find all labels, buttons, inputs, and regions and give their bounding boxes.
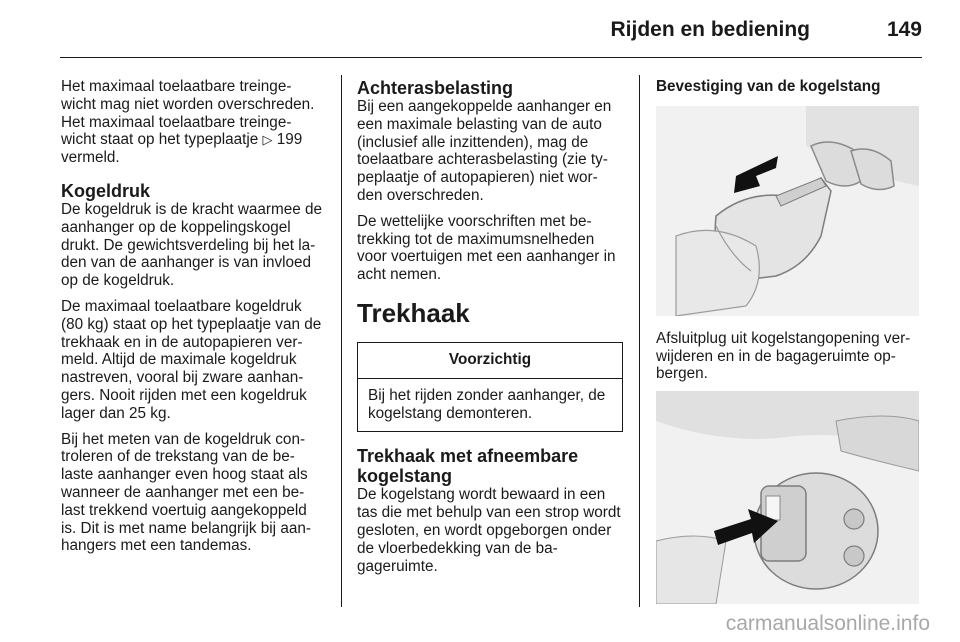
page-ref[interactable]: 199 xyxy=(276,131,303,149)
header-rule xyxy=(60,57,922,58)
afneembare-kogelstang-paragraph: De kogelstang wordt bewaard in een tas die met behulp van een strop wordt gesloten, en wordt opgeborgen onder de vloerbedekking van de ba-gageruimte. xyxy=(357,486,621,575)
page-number: 149 xyxy=(886,18,922,41)
figure-caption: Afsluitplug uit kogelstangopening ver-wijderen en in de bagageruimte op-bergen. xyxy=(656,329,911,383)
header-title: Rijden en bediening xyxy=(610,18,810,41)
watermark: carmanualsonline.info xyxy=(725,612,930,635)
column-divider-1 xyxy=(341,75,342,607)
caution-title: Voorzichtig xyxy=(358,343,622,379)
achterasbelasting-paragraph-2: De wettelijke voorschriften met be-trekking tot de maximumsnelheden voor voertuigen met een aanhanger in acht nemen. xyxy=(357,212,616,284)
column-1 xyxy=(61,78,326,563)
store-plug-illustration xyxy=(656,391,919,604)
kogeldruk-heading: Kogeldruk xyxy=(61,180,151,201)
kogeldruk-paragraph-1: De kogeldruk is de kracht waarmee de aanhanger op de koppelingskogel drukt. De gewichtsverdeling bij het la-den van de aanhanger is van invloed op de kogeldruk. xyxy=(61,200,323,290)
afneembare-kogelstang-heading: Trekhaak met afneembare kogelstang xyxy=(357,446,579,487)
achterasbelasting-paragraph-1: Bij een aangekoppelde aanhanger en een maximale belasting van de auto (inclusief alle inzittenden), mag de toelaatbare achterasbelasting (zie ty-peplaatje of autopapieren) niet wor-den overschreden. xyxy=(357,98,612,204)
achterasbelasting-heading: Achterasbelasting xyxy=(357,78,514,98)
caution-body: Bij het rijden zonder aanhanger, de kogelstang demonteren. xyxy=(368,386,606,422)
remove-plug-illustration xyxy=(656,106,919,316)
kogeldruk-paragraph-2: De maximaal toelaatbare kogeldruk (80 kg) staat op het typeplaatje van de trekhaak en in de autopapieren ver-meld. Altijd de maximale kogeldruk nastreven, vooral bij zware aanhan-gers. Nooit rijden met een kogeldruk lager dan 25 kg. xyxy=(61,297,322,422)
intro-paragraph: Het maximaal toelaatbare treinge-wicht mag niet worden overschreden. Het maximaal toelaatbare treinge-wicht staat op het typeplaatje ▷ 199 vermeld. xyxy=(61,78,315,167)
trekhaak-heading: Trekhaak xyxy=(357,297,470,328)
caution-box xyxy=(357,342,623,432)
column-3 xyxy=(656,78,922,618)
page-ref-icon: ▷ xyxy=(262,132,273,148)
remove-plug-drawing xyxy=(656,106,919,316)
store-plug-drawing xyxy=(656,391,919,604)
kogeldruk-paragraph-3: Bij het meten van de kogeldruk con-troleren of de trekstang van de be-laste aanhanger even hoog staat als wanneer de aanhanger met een be-last trekkend voertuig aangekoppeld is. Dit is met name belangrijk bij aan-hangers met een tandemas. xyxy=(61,430,311,555)
bevestiging-heading: Bevestiging van de kogelstang xyxy=(656,78,881,95)
column-2 xyxy=(357,78,623,583)
column-divider-2 xyxy=(639,75,640,607)
